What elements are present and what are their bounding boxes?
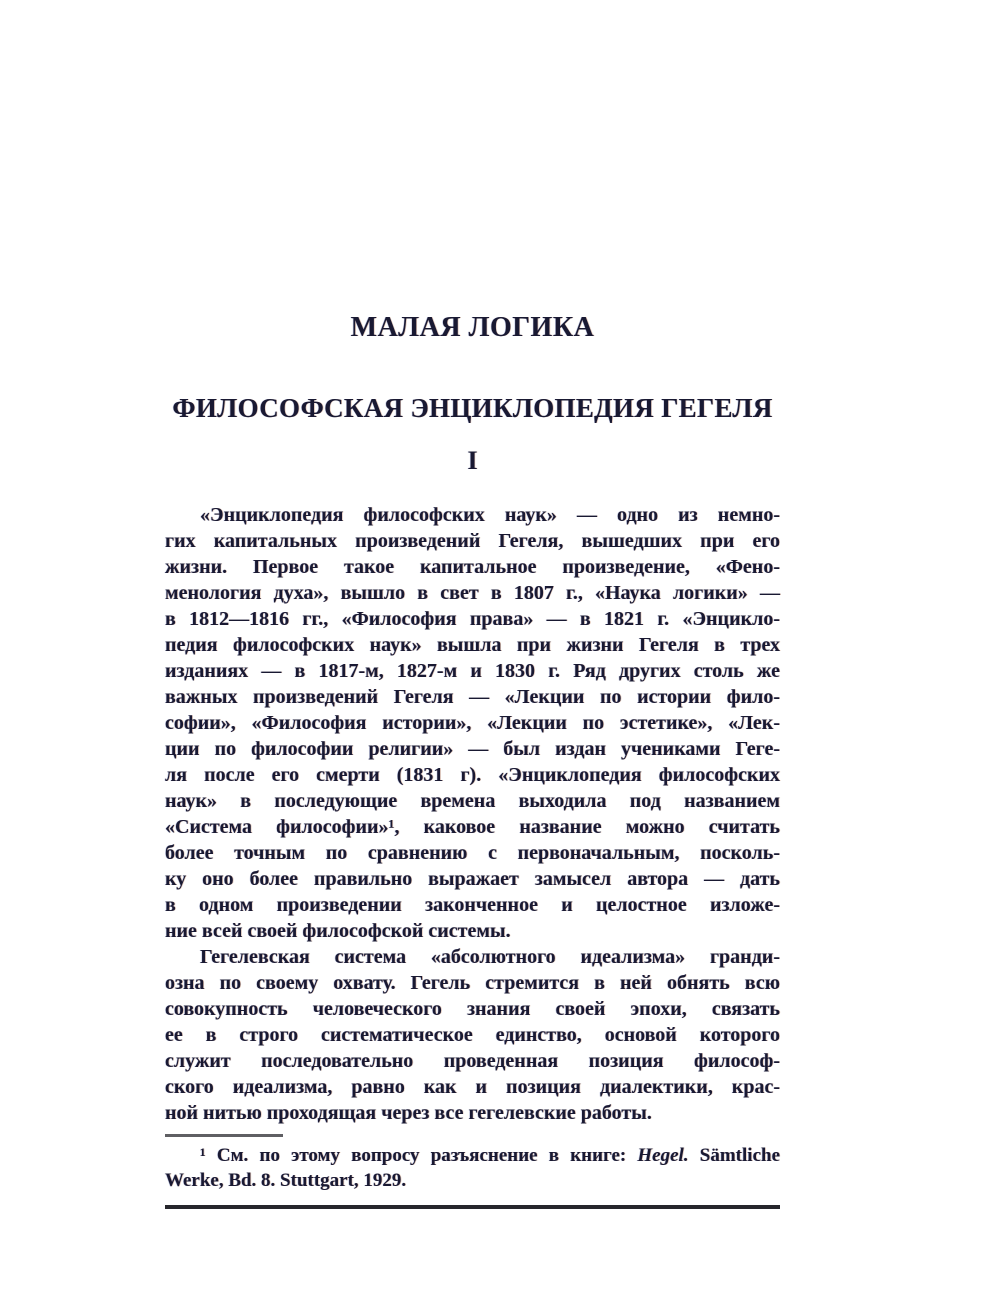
- body-line: гих капитальных произведений Гегеля, вышедших при его: [165, 530, 780, 552]
- body-line: озна по своему охвату. Гегель стремится в ней обнять всю: [165, 972, 780, 994]
- body-line: служит последовательно проведенная позиция философ-: [165, 1050, 780, 1072]
- body-line: ции по философии религии» — был издан учениками Геге-: [165, 738, 780, 760]
- body-line: наук» в последующие времена выходила под названием: [165, 790, 780, 812]
- body-line: важных произведений Гегеля — «Лекции по истории фило-: [165, 686, 780, 708]
- body-line: ной нитью проходящая через все гегелевские работы.: [165, 1102, 652, 1124]
- footnote-author-italic: Hegel.: [637, 1145, 689, 1166]
- footnote-separator-rule: [165, 1134, 283, 1137]
- section-title: МАЛАЯ ЛОГИКА: [350, 312, 595, 343]
- footnote-line-1: [165, 1143, 780, 1168]
- footnote: [165, 1143, 780, 1193]
- body-line: в 1812—1816 гг., «Философия права» — в 1821 г. «Энцикло-: [165, 608, 780, 630]
- footnote-text-post: Sämtliche: [688, 1145, 780, 1166]
- body-line: «Энциклопедия философских наук» — одно из немно-: [200, 504, 780, 526]
- body-line: совокупность человеческого знания своей эпохи, связать: [165, 998, 780, 1020]
- body-line: изданиях — в 1817-м, 1827-м и 1830 г. Ряд других столь же: [165, 660, 780, 682]
- work-title: ФИЛОСОФСКАЯ ЭНЦИКЛОПЕДИЯ ГЕГЕЛЯ: [172, 393, 773, 423]
- body-line: ние всей своей философской системы.: [165, 920, 511, 942]
- body-line: более точным по сравнению с первоначальным, посколь-: [165, 842, 780, 864]
- body-line: жизни. Первое такое капитальное произведение, «Фено-: [165, 556, 780, 578]
- body-line: ля после его смерти (1831 г). «Энциклопедия философских: [165, 764, 780, 786]
- body-line: менология духа», вышло в свет в 1807 г., «Наука логики» —: [165, 582, 780, 604]
- body-line: в одном произведении законченное и целостное изложе-: [165, 894, 780, 916]
- body-line: софии», «Философия истории», «Лекции по эстетике», «Лек-: [165, 712, 780, 734]
- body-line: ее в строго систематическое единство, основой которого: [165, 1024, 780, 1046]
- footnote-line-2: Werke, Bd. 8. Stuttgart, 1929.: [165, 1170, 407, 1191]
- page-bottom-rule: [165, 1205, 780, 1209]
- chapter-numeral: I: [467, 446, 478, 475]
- body-line: педия философских наук» вышла при жизни Гегеля в трех: [165, 634, 780, 656]
- body-line: «Система философии»¹, каковое название можно считать: [165, 816, 780, 838]
- footnote-text-pre: ¹ См. по этому вопросу разъяснение в книге:: [200, 1145, 638, 1166]
- body-text: [165, 502, 780, 1126]
- body-line: Гегелевская система «абсолютного идеализма» гранди-: [200, 946, 780, 968]
- text-column: [165, 0, 780, 1209]
- body-line: ку оно более правильно выражает замысел автора — дать: [165, 868, 780, 890]
- body-line: ского идеализма, равно как и позиция диалектики, крас-: [165, 1076, 780, 1098]
